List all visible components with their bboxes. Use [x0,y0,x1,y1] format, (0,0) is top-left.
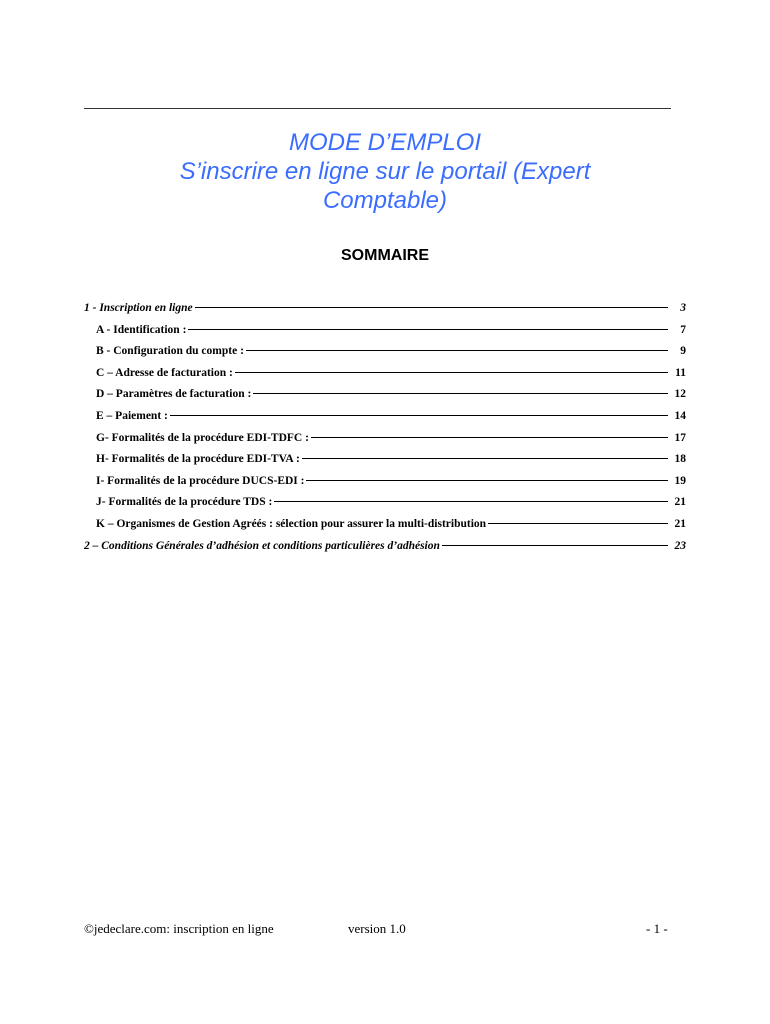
toc-entry-page: 12 [674,388,686,401]
toc-entry[interactable] [84,384,686,406]
toc-entry[interactable] [84,428,686,450]
toc-entry[interactable] [84,320,686,342]
toc-entry-page: 11 [675,366,686,379]
footer-version: version 1.0 [348,921,406,936]
toc-entry-label: J- Formalités de la procédure TDS : [96,496,273,509]
toc-leader-line [253,393,668,394]
toc-entry[interactable] [84,514,686,536]
toc-entry-label: 1 - Inscription en ligne [84,302,193,314]
toc-entry-page: 7 [680,323,686,336]
footer-page-number: - 1 - [646,921,668,936]
toc-entry-page: 19 [674,474,686,487]
toc-entry-label: D – Paramètres de facturation : [96,388,252,401]
toc-leader-line [188,329,668,330]
toc-entry[interactable] [84,471,686,493]
toc-leader-line [246,350,668,351]
toc-entry[interactable] [84,406,686,428]
toc-entry[interactable] [84,492,686,514]
toc-entry-label: K – Organismes de Gestion Agréés : sélection pour assurer la multi-distribution [96,517,487,530]
toc-leader-line [195,307,668,308]
toc-entry-label: C – Adresse de facturation : [96,366,233,379]
toc-entry[interactable] [84,449,686,471]
toc-entry-label: A - Identification : [96,323,187,336]
toc-entry-label: I- Formalités de la procédure DUCS-EDI : [96,474,305,487]
toc-entry-page: 17 [674,431,686,444]
toc-entry[interactable] [84,536,686,558]
toc-entry-page: 14 [674,409,686,422]
toc-entry-page: 21 [674,496,686,509]
footer-copyright: ©jedeclare.com: inscription en ligne [84,921,274,936]
toc-entry-page: 21 [674,517,686,530]
top-horizontal-rule [84,108,671,109]
toc-entry[interactable] [84,363,686,385]
toc-leader-line [235,372,668,373]
toc-entry[interactable] [84,341,686,363]
toc-leader-line [170,415,668,416]
title-line-2: S’inscrire en ligne sur le portail (Expert [179,158,591,185]
toc-entry-label: B - Configuration du compte : [96,345,244,358]
toc-entry-label: E – Paiement : [96,409,168,422]
toc-entry-label: H- Formalités de la procédure EDI-TVA : [96,453,300,466]
toc-leader-line [311,437,668,438]
toc-leader-line [302,458,668,459]
toc-entry-label: G- Formalités de la procédure EDI-TDFC : [96,431,309,444]
toc-entry[interactable] [84,298,686,320]
title-line-3: Comptable) [322,187,448,214]
toc-entry-label: 2 – Conditions Générales d’adhésion et conditions particulières d’adhésion [84,539,440,552]
toc-leader-line [442,545,668,546]
toc-entry-page: 18 [674,453,686,466]
document-title [84,128,686,215]
toc-leader-line [306,480,668,481]
toc-entry-page: 3 [680,302,686,314]
sommaire-heading: SOMMAIRE [341,247,429,264]
toc-entry-page: 23 [674,539,686,552]
table-of-contents [84,298,686,557]
toc-leader-line [488,523,668,524]
title-line-1: MODE D’EMPLOI [288,129,482,156]
toc-entry-page: 9 [680,345,686,358]
toc-leader-line [274,501,668,502]
